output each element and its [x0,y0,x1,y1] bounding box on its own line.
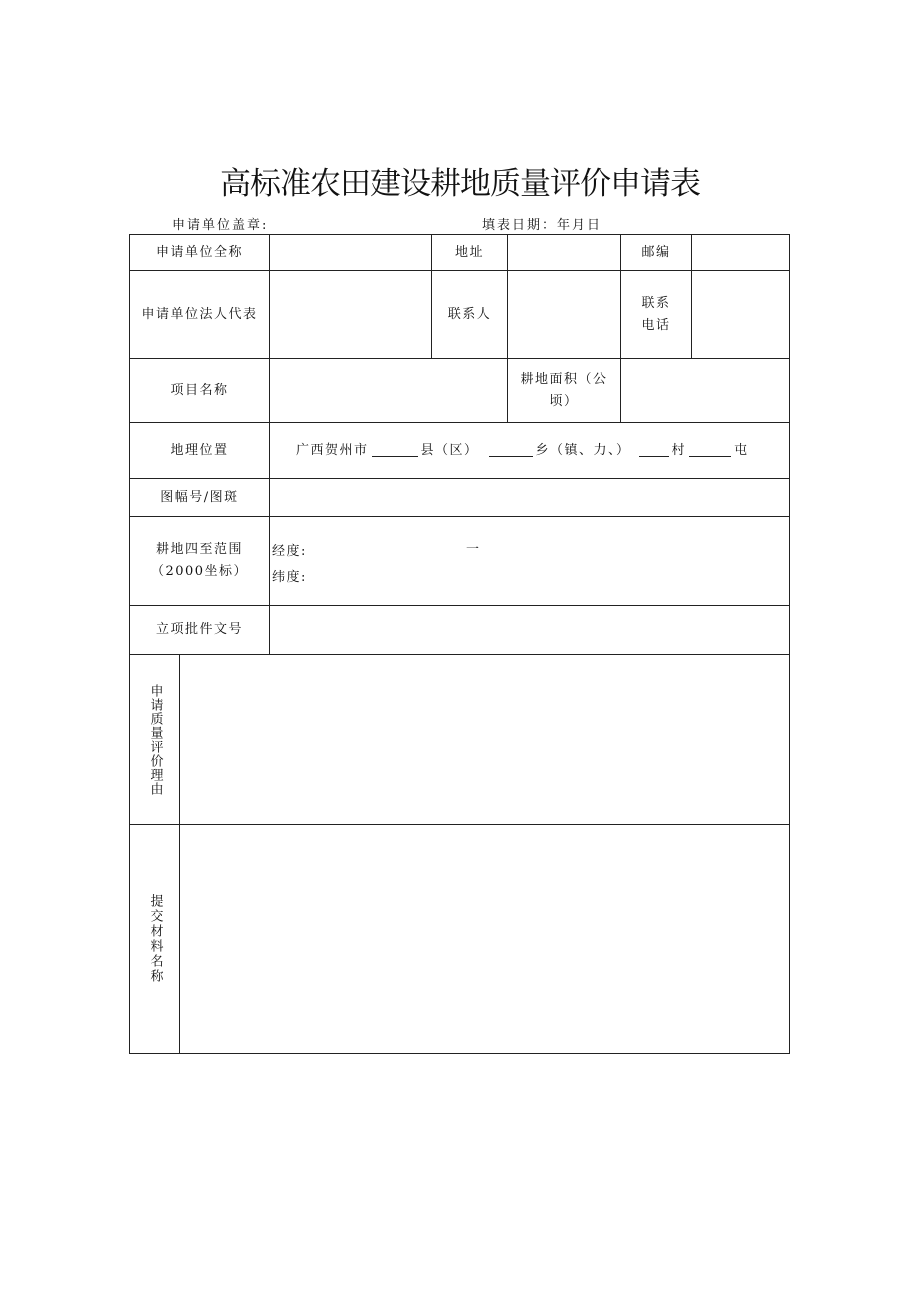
address-label: 地址 [431,234,508,271]
reason-label: 申请质量评价理由 [129,654,180,825]
location-town: 乡（镇、力、） [535,442,631,458]
map-sheet-field[interactable] [269,478,790,517]
materials-label: 提交材料名称 [129,824,180,1054]
location-prefix: 广西贺州市 [296,442,369,458]
project-name-label: 项目名称 [129,358,270,423]
latitude-label: 纬度: [272,570,307,585]
location-hamlet: 屯 [734,442,749,458]
dash-mark: 一 [466,542,481,557]
county-blank[interactable] [372,444,418,457]
hamlet-blank[interactable] [689,444,731,457]
farmland-area-label: 耕地面积（公顷） [507,358,621,423]
contact-person-label: 联系人 [431,270,508,359]
location-field[interactable] [269,422,790,479]
approval-doc-label: 立项批件文号 [129,605,270,655]
applicant-full-name-label: 申请单位全称 [129,234,270,271]
applicant-full-name-field[interactable] [269,234,432,271]
longitude-label: 经度: [272,544,307,559]
farmland-area-field[interactable] [620,358,790,423]
boundary-label: 耕地四至范围（2000坐标） [129,516,270,606]
address-field[interactable] [507,234,621,271]
applicant-seal-label: 申请单位盖章: [172,218,269,233]
location-village: 村 [671,442,687,458]
location-county: 县（区） [420,442,479,458]
map-sheet-label: 图幅号/图斑 [129,478,270,517]
location-label: 地理位置 [129,422,270,479]
legal-rep-label: 申请单位法人代表 [129,270,270,359]
town-blank[interactable] [489,444,533,457]
postcode-label: 邮编 [620,234,692,271]
postcode-field[interactable] [691,234,790,271]
contact-phone-label: 联系电话 [620,270,692,359]
contact-phone-field[interactable] [691,270,790,359]
project-name-field[interactable] [269,358,508,423]
fill-date-label: 填表日期：年月日 [482,218,603,233]
boundary-field[interactable] [269,516,790,606]
page-title: 高标准农田建设耕地质量评价申请表 [220,166,700,202]
village-blank[interactable] [639,444,669,457]
reason-field[interactable] [179,654,790,825]
contact-person-field[interactable] [507,270,621,359]
materials-field[interactable] [179,824,790,1054]
legal-rep-field[interactable] [269,270,432,359]
approval-doc-field[interactable] [269,605,790,655]
